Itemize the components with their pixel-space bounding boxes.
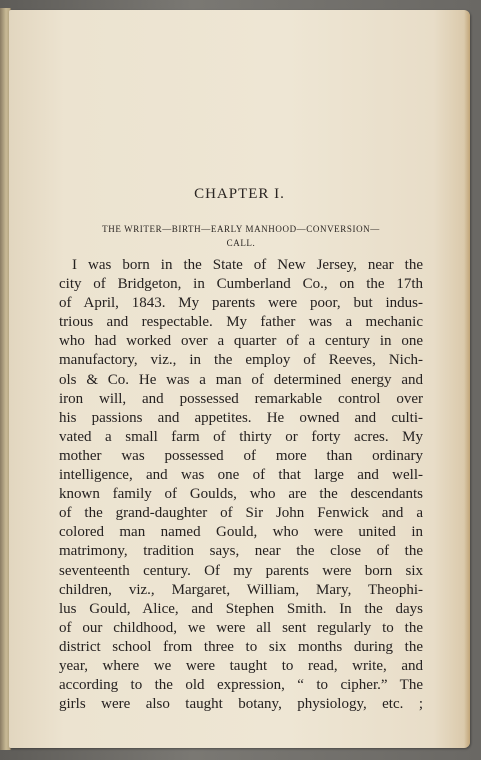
chapter-summary-line: THE WRITER—BIRTH—EARLY MANHOOD—CONVERSION— xyxy=(102,224,380,234)
text-line: manufactory, viz., in the employ of Reeves, Nich- xyxy=(59,352,423,369)
text-line: according to the old expression, “ to cipher.” The xyxy=(59,677,423,694)
chapter-summary xyxy=(59,222,423,250)
text-line: trious and respectable. My father was a mechanic xyxy=(59,314,423,331)
text-line: known family of Goulds, who are the descendants xyxy=(59,486,423,503)
text-line: colored man named Gould, who were united in xyxy=(59,524,423,541)
page-fore-edge xyxy=(464,10,470,748)
text-line: I was born in the State of New Jersey, near the xyxy=(72,257,423,273)
text-line: of our childhood, we were all sent regularly to the xyxy=(59,619,423,636)
book-page xyxy=(9,10,470,748)
text-line: who had worked over a quarter of a century in one xyxy=(59,333,423,350)
text-line: ols & Co. He was a man of determined energy and xyxy=(59,371,423,388)
text-line: girls were also taught botany, physiology, etc. ; xyxy=(59,696,423,713)
text-line: intelligence, and was one of that large and well- xyxy=(59,467,423,484)
text-line: mother was possessed of more than ordinary xyxy=(59,447,423,464)
chapter-summary-line: CALL. xyxy=(226,238,256,248)
text-line: year, where we were taught to read, write, and xyxy=(59,657,423,674)
text-line: vated a small farm of thirty or forty acres. My xyxy=(59,428,423,445)
text-line: district school from three to six months during the xyxy=(59,638,423,655)
text-line: iron will, and possessed remarkable control over xyxy=(59,390,423,407)
text-line: matrimony, tradition says, near the close of the xyxy=(59,543,423,560)
text-line: lus Gould, Alice, and Stephen Smith. In the days xyxy=(59,600,423,617)
text-line: his passions and appetites. He owned and culti- xyxy=(59,409,423,426)
text-line: of April, 1843. My parents were poor, but indus- xyxy=(59,295,423,312)
text-line: city of Bridgeton, in Cumberland Co., on the 17th xyxy=(59,276,423,293)
text-line: of the grand-daughter of Sir John Fenwick and a xyxy=(59,505,423,522)
chapter-heading: CHAPTER I. xyxy=(194,186,285,202)
text-line: seventeenth century. Of my parents were born six xyxy=(59,562,423,579)
text-line: children, viz., Margaret, William, Mary, Theophi- xyxy=(59,581,423,598)
body-paragraph xyxy=(59,256,423,714)
